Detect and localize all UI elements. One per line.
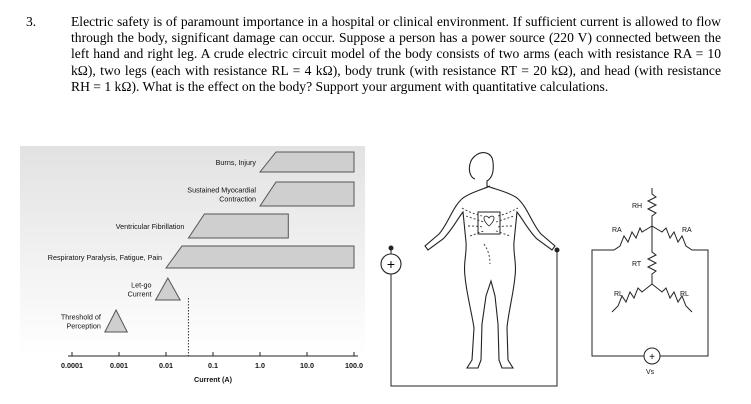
band-3 bbox=[188, 214, 288, 238]
body-circuit-figure bbox=[374, 146, 722, 390]
question-number: 3. bbox=[26, 14, 37, 29]
label-rt: RT bbox=[632, 261, 642, 268]
body-circuit-svg bbox=[374, 146, 722, 390]
circuit-model bbox=[592, 188, 708, 356]
question-text: Electric safety is of paramount importance in a hospital or clinical environment. If sufficient current is allowed to flow through the body, significant damage can occur. Suppose a person has a power source (220 V) connected between the left hand and right leg. A crude electric circuit model of the body consists of two arms (each with resistance RA = 10 kΩ), two legs (each with resistance RL = 4 kΩ), body trunk (with resistance RT = 20 kΩ), and head (with resistance RH = 1 kΩ). What is the effect on the body? Support your argument with quantitative calculations. bbox=[71, 14, 721, 94]
external-wire bbox=[386, 246, 559, 386]
head-resistor bbox=[648, 188, 656, 226]
x-tick-label: 0.0001 bbox=[61, 361, 83, 370]
x-tick-label: 10.0 bbox=[300, 361, 314, 370]
label-rl-left: RL bbox=[614, 291, 623, 298]
label-rh: RH bbox=[632, 203, 643, 210]
label-ra-right: RA bbox=[682, 227, 692, 234]
x-tick-label: 0.01 bbox=[159, 361, 173, 370]
band-2 bbox=[166, 246, 354, 268]
x-tick-label: 0.1 bbox=[208, 361, 218, 370]
band-label-4: Sustained Myocardial bbox=[187, 185, 256, 195]
x-axis-label: Current (A) bbox=[194, 375, 232, 384]
source-plus-label: + bbox=[386, 256, 396, 272]
band-5 bbox=[260, 152, 354, 172]
chart-svg bbox=[20, 146, 365, 394]
band-label-5: Burns, Injury bbox=[215, 158, 256, 167]
band-label-1: Let-go bbox=[131, 280, 152, 290]
band-label-0: Threshold of bbox=[60, 312, 101, 322]
band-4 bbox=[260, 182, 354, 206]
band-label-1: Current bbox=[127, 289, 152, 299]
band-label-2: Respiratory Paralysis, Fatigue, Pain bbox=[47, 253, 162, 262]
trunk-resistor bbox=[648, 226, 656, 284]
right-leg-resistor bbox=[652, 284, 692, 312]
label-ra-left: RA bbox=[612, 227, 622, 234]
band-label-0: Perception bbox=[66, 321, 101, 331]
x-tick-label: 0.001 bbox=[110, 361, 128, 370]
x-tick-label: 1.0 bbox=[255, 361, 265, 370]
current-effects-chart bbox=[20, 146, 365, 394]
band-label-4: Contraction bbox=[219, 194, 256, 204]
heart-icon bbox=[484, 216, 494, 226]
x-tick-label: 100.0 bbox=[345, 361, 363, 370]
left-leg-resistor bbox=[612, 284, 652, 312]
band-label-3: Ventricular Fibrillation bbox=[115, 222, 185, 231]
label-rl-right: RL bbox=[680, 291, 689, 298]
vs-plus-label: + bbox=[649, 352, 655, 363]
label-vs: Vs bbox=[646, 369, 655, 376]
heart-region bbox=[478, 212, 500, 234]
